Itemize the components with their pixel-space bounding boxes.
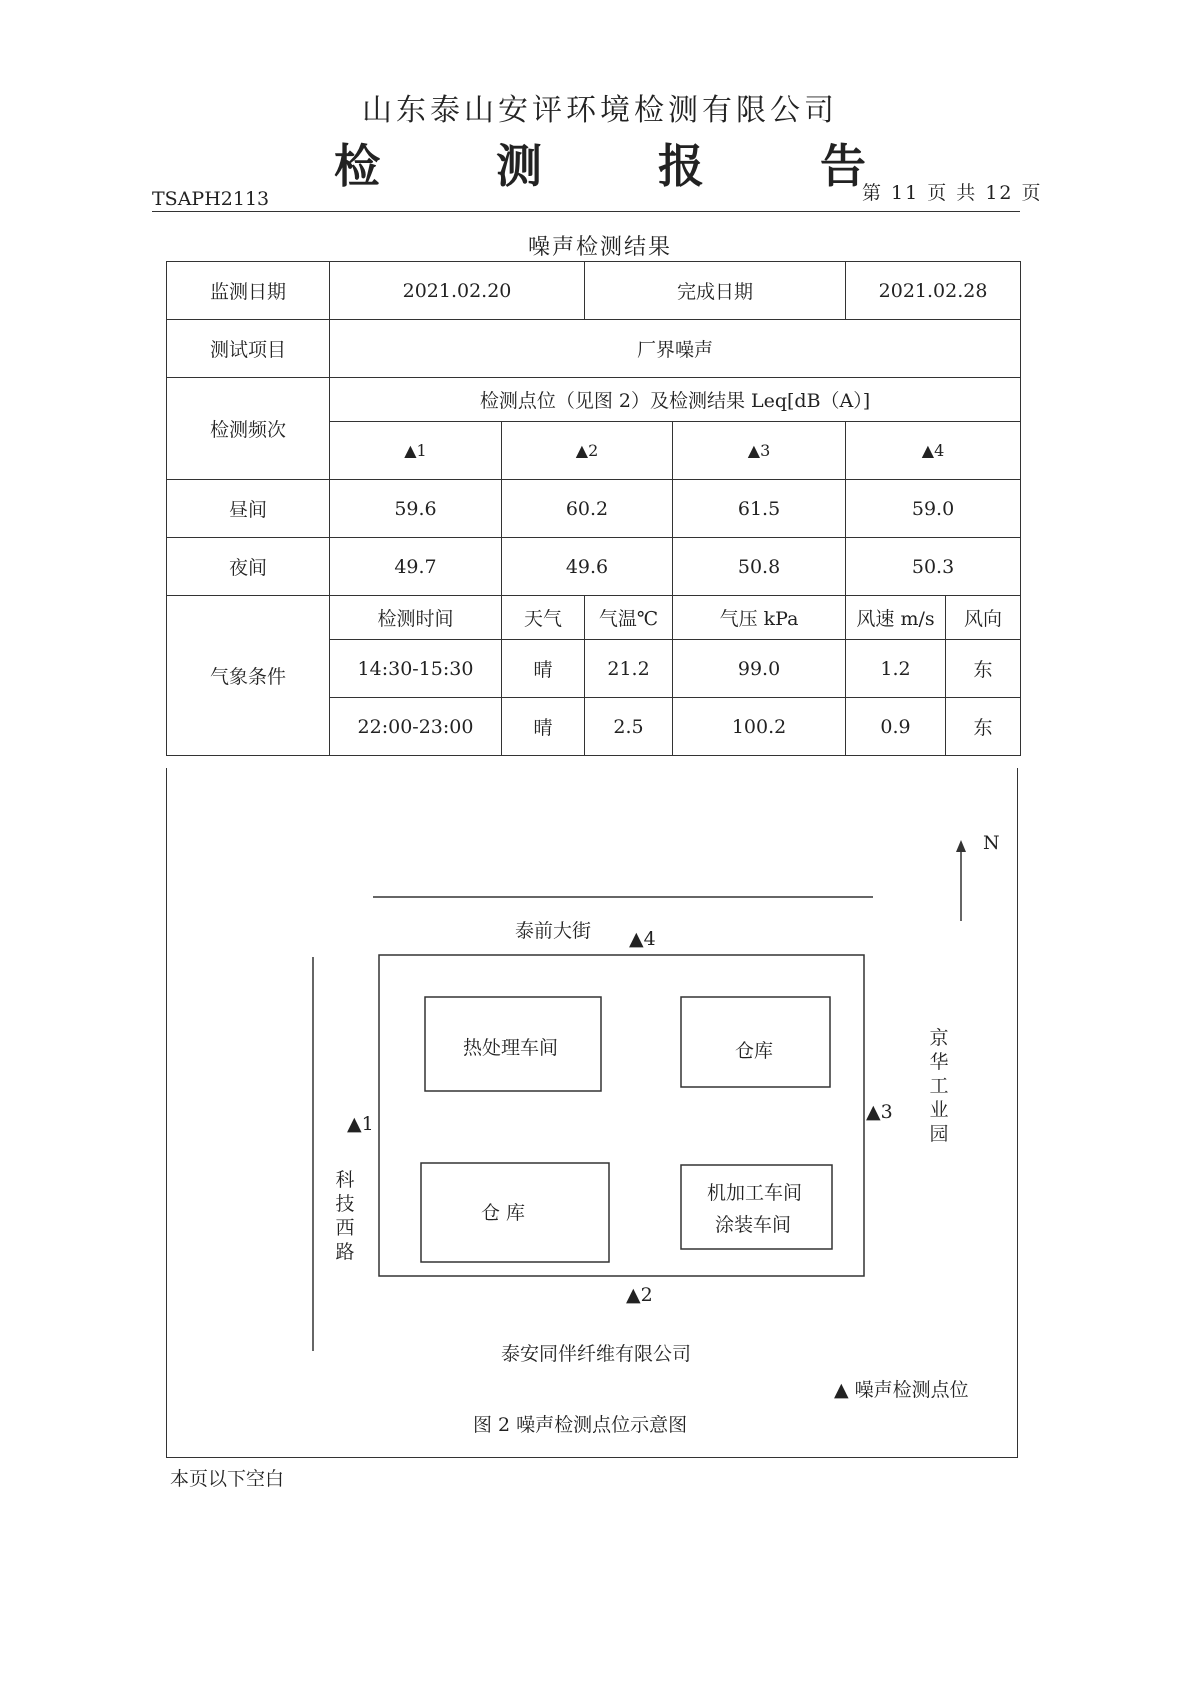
table-row	[167, 378, 1021, 422]
monitoring-point-diagram	[166, 768, 1018, 1458]
point-header-1: ▲1	[330, 422, 502, 480]
footer-note: 本页以下空白	[170, 1468, 285, 1490]
section-title: 噪声检测结果	[527, 235, 672, 260]
cell-value: 14:30-15:30	[330, 640, 502, 698]
cell-value: 99.0	[673, 640, 846, 698]
company-name: 山东泰山安评环境检测有限公司	[362, 93, 838, 128]
diagram-caption: 图 2 噪声检测点位示意图	[473, 1414, 688, 1436]
building-label-machining: 机加工车间	[707, 1182, 803, 1204]
cell-value: 49.7	[330, 538, 502, 596]
cell-value: 21.2	[585, 640, 673, 698]
frequency-label: 检测频次	[167, 378, 330, 480]
weather-header: 风向	[946, 596, 1021, 640]
cell-value: 61.5	[673, 480, 846, 538]
cell-value: 东	[946, 640, 1021, 698]
weather-header: 天气	[502, 596, 585, 640]
cell-value: 0.9	[846, 698, 946, 756]
finish-date-label: 完成日期	[585, 262, 846, 320]
company-label-bottom: 泰安同伴纤维有限公司	[501, 1343, 692, 1365]
north-label: N	[983, 832, 1000, 854]
cell-value: 59.0	[846, 480, 1021, 538]
point-marker-3: ▲3	[866, 1101, 893, 1123]
table-row	[167, 320, 1021, 378]
point-marker-1: ▲1	[347, 1113, 374, 1135]
table-row	[167, 480, 1021, 538]
north-arrow-head	[956, 840, 966, 852]
site-boundary	[379, 955, 864, 1276]
cell-value: 晴	[502, 698, 585, 756]
road-label-left: 科技西路	[335, 1169, 355, 1263]
building-label-warehouse-1: 仓库	[735, 1040, 774, 1062]
header-divider	[152, 211, 1020, 212]
cell-value: 晴	[502, 640, 585, 698]
cell-value: 东	[946, 698, 1021, 756]
weather-header: 气压 kPa	[673, 596, 846, 640]
building-label-warehouse-2: 仓 库	[481, 1202, 526, 1224]
cell-value: 60.2	[502, 480, 673, 538]
cell-value: 1.2	[846, 640, 946, 698]
point-header-4: ▲4	[846, 422, 1021, 480]
area-label-right: 京华工业园	[929, 1027, 949, 1145]
test-item-label: 测试项目	[167, 320, 330, 378]
building-label-painting: 涂装车间	[715, 1214, 792, 1236]
row-label-day: 昼间	[167, 480, 330, 538]
building-label-heat-treatment: 热处理车间	[463, 1037, 559, 1059]
table-row	[167, 262, 1021, 320]
cell-value: 2.5	[585, 698, 673, 756]
points-header: 检测点位（见图 2）及检测结果 Leq[dB（A）]	[330, 378, 1021, 422]
weather-header: 气温℃	[585, 596, 673, 640]
point-header-2: ▲2	[502, 422, 673, 480]
monitor-date-value: 2021.02.20	[330, 262, 585, 320]
document-number: TSAPH2113	[152, 188, 270, 210]
test-item-value: 厂界噪声	[330, 320, 1021, 378]
noise-results-table	[166, 261, 1021, 756]
road-label-top: 泰前大街	[515, 920, 592, 942]
cell-value: 22:00-23:00	[330, 698, 502, 756]
cell-value: 50.3	[846, 538, 1021, 596]
weather-header: 检测时间	[330, 596, 502, 640]
cell-value: 50.8	[673, 538, 846, 596]
table-row	[167, 538, 1021, 596]
diagram-legend: ▲ 噪声检测点位	[834, 1379, 969, 1401]
weather-header: 风速 m/s	[846, 596, 946, 640]
weather-label: 气象条件	[167, 596, 330, 756]
point-header-3: ▲3	[673, 422, 846, 480]
page-info: 第 11 页 共 12 页	[862, 182, 1043, 204]
finish-date-value: 2021.02.28	[846, 262, 1021, 320]
point-marker-2: ▲2	[626, 1284, 653, 1306]
table-row	[167, 596, 1021, 640]
monitor-date-label: 监测日期	[167, 262, 330, 320]
cell-value: 49.6	[502, 538, 673, 596]
report-title: 检 测 报 告	[333, 139, 917, 193]
cell-value: 59.6	[330, 480, 502, 538]
row-label-night: 夜间	[167, 538, 330, 596]
point-marker-4: ▲4	[629, 928, 656, 950]
cell-value: 100.2	[673, 698, 846, 756]
